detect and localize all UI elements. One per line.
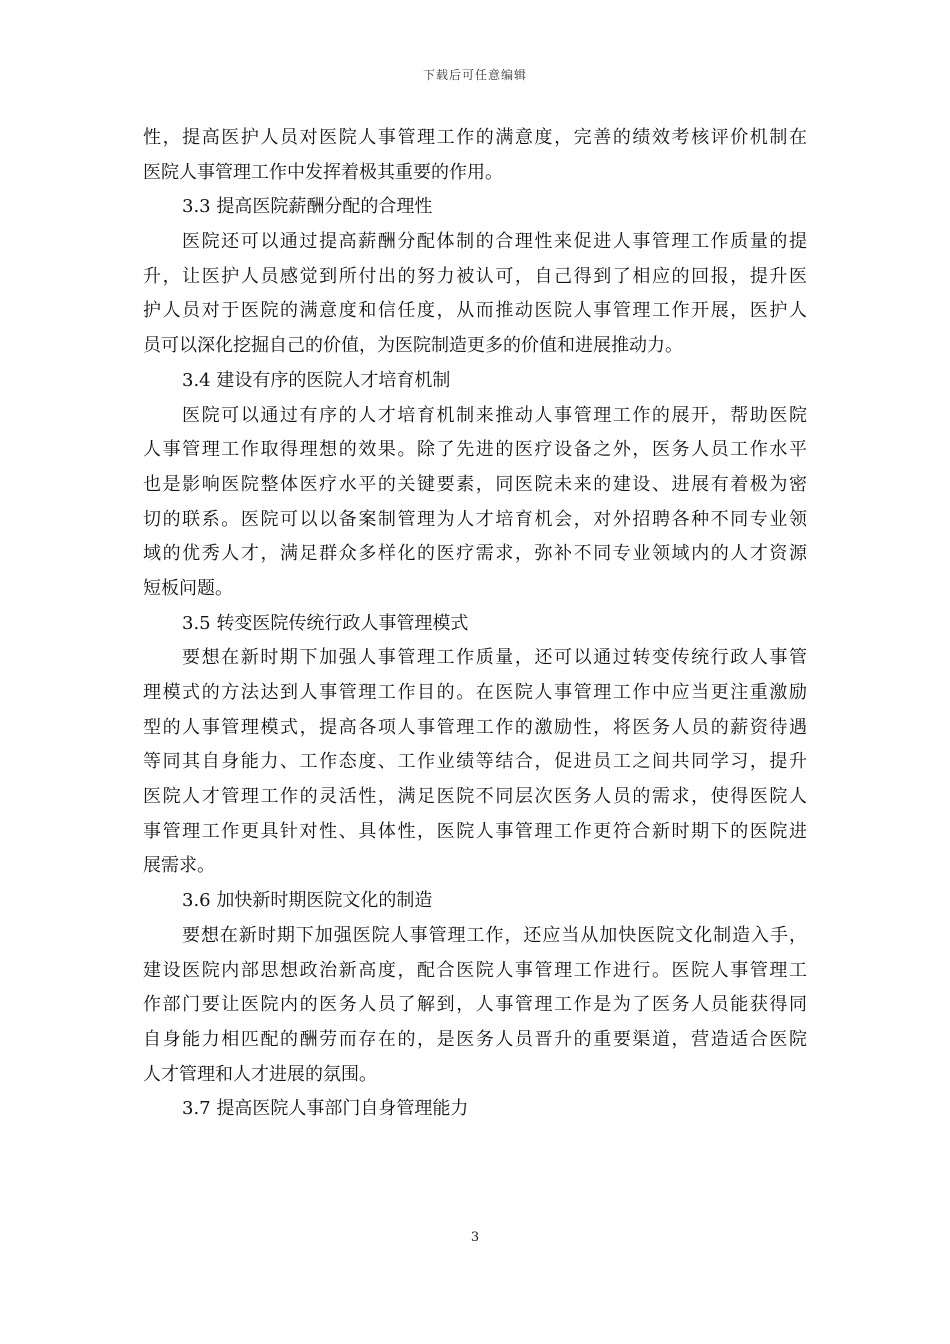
section-heading: 3.6 加快新时期医院文化的制造 — [182, 890, 433, 912]
body-line: 理模式的方法达到人事管理工作目的。在医院人事管理工作中应当更注重激励 — [143, 682, 807, 703]
body-line: 型的人事管理模式，提高各项人事管理工作的激励性，将医务人员的薪资待遇 — [143, 716, 807, 738]
body-line: 护人员对于医院的满意度和信任度，从而推动医院人事管理工作开展，医护人 — [143, 300, 807, 322]
body-line: 要想在新时期下加强医院人事管理工作，还应当从加快医院文化制造入手， — [182, 924, 807, 946]
body-line: 建设医院内部思想政治新高度，配合医院人事管理工作进行。医院人事管理工 — [143, 959, 807, 981]
body-line: 也是影响医院整体医疗水平的关键要素，同医院未来的建设、进展有着极为密 — [143, 473, 807, 495]
section-heading: 3.7 提高医院人事部门自身管理能力 — [182, 1098, 469, 1120]
body-line: 员可以深化挖掘自己的价值，为医院制造更多的价值和进展推动力。 — [143, 335, 683, 357]
body-line: 切的联系。医院可以以备案制管理为人才培育机会，对外招聘各种不同专业领 — [143, 508, 807, 530]
section-heading: 3.3 提高医院薪酬分配的合理性 — [182, 196, 433, 218]
body-line: 事管理工作更具针对性、具体性，医院人事管理工作更符合新时期下的医院进 — [143, 820, 807, 842]
document-body — [143, 121, 807, 1127]
body-line: 性，提高医护人员对医院人事管理工作的满意度，完善的绩效考核评价机制在 — [143, 127, 807, 148]
section-heading: 3.5 转变医院传统行政人事管理模式 — [182, 612, 469, 634]
body-line: 短板问题。 — [143, 577, 233, 599]
body-line: 人才管理和人才进展的氛围。 — [143, 1063, 377, 1085]
body-line: 等同其自身能力、工作态度、工作业绩等结合，促进员工之间共同学习，提升 — [143, 751, 807, 773]
body-line: 医院可以通过有序的人才培育机制来推动人事管理工作的展开，帮助医院 — [182, 404, 807, 426]
body-line: 升，让医护人员感觉到所付出的努力被认可，自己得到了相应的回报，提升医 — [143, 265, 807, 287]
page-header-note: 下载后可任意编辑 — [422, 68, 527, 82]
body-line: 要想在新时期下加强人事管理工作质量，还可以通过转变传统行政人事管 — [182, 647, 807, 669]
body-line: 医院人事管理工作中发挥着极其重要的作用。 — [143, 161, 503, 183]
section-heading: 3.4 建设有序的医院人才培育机制 — [182, 369, 451, 391]
body-line: 作部门要让医院内的医务人员了解到，人事管理工作是为了医务人员能获得同 — [143, 994, 807, 1016]
body-line: 展需求。 — [143, 855, 215, 877]
page-number: 3 — [470, 1230, 480, 1245]
body-line: 医院人才管理工作的灵活性，满足医院不同层次医务人员的需求，使得医院人 — [143, 786, 807, 808]
body-line: 医院还可以通过提高薪酬分配体制的合理性来促进人事管理工作质量的提 — [182, 231, 807, 253]
body-line: 域的优秀人才，满足群众多样化的医疗需求，弥补不同专业领域内的人才资源 — [143, 543, 807, 565]
body-line: 自身能力相匹配的酬劳而存在的，是医务人员晋升的重要渠道，营造适合医院 — [143, 1028, 807, 1050]
body-line: 人事管理工作取得理想的效果。除了先进的医疗设备之外，医务人员工作水平 — [143, 439, 807, 461]
